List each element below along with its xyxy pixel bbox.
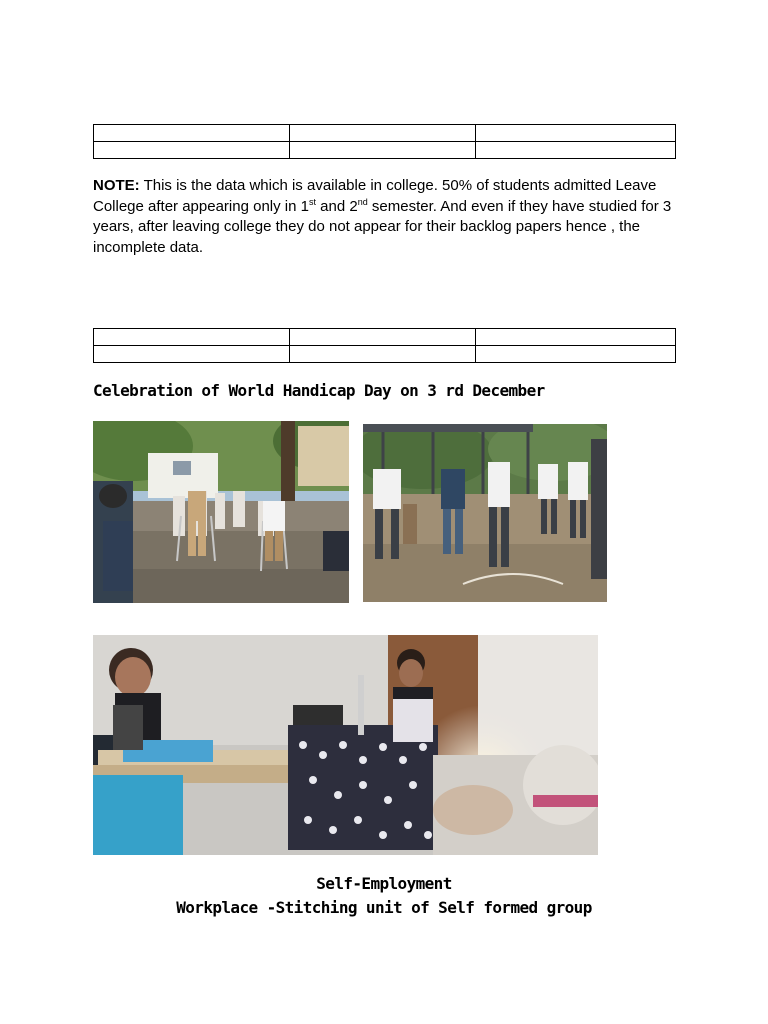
stitching-unit-photo	[93, 635, 598, 855]
table-cell	[476, 142, 676, 159]
table-cell	[94, 142, 290, 159]
note-paragraph	[93, 176, 683, 259]
empty-table-top	[93, 124, 676, 159]
caption-line-1: Self-Employment	[316, 874, 452, 893]
table-cell	[476, 346, 676, 363]
event-photo-street	[93, 421, 349, 603]
event-heading: Celebration of World Handicap Day on 3 rd December	[93, 381, 545, 400]
note-sup-second: nd	[357, 196, 368, 207]
table-cell	[290, 125, 476, 142]
table-row	[94, 125, 676, 142]
table-cell	[290, 329, 476, 346]
table-cell	[476, 125, 676, 142]
note-text-c: semester. And even if they have studied for 3 years, after leaving college they do not appear for their backlog papers hence , the incomplete data.	[93, 197, 672, 257]
note-sup-first: st	[308, 196, 316, 207]
caption-line-2: Workplace -Stitching unit of Self formed group	[176, 898, 592, 917]
event-photo-ground	[363, 424, 607, 602]
table-cell	[94, 125, 290, 142]
note-label: NOTE:	[93, 177, 140, 194]
table-cell	[290, 346, 476, 363]
table-row	[94, 329, 676, 346]
table-cell	[94, 346, 290, 363]
note-text-b: and 2	[316, 197, 358, 215]
note-text-a: This is the data which is available in college. 50% of students admitted Leave College after appearing only in 1	[93, 177, 657, 215]
table-cell	[94, 329, 290, 346]
table-row	[94, 346, 676, 363]
table-cell	[290, 142, 476, 159]
empty-table-bottom	[93, 328, 676, 363]
table-row	[94, 142, 676, 159]
table-cell	[476, 329, 676, 346]
